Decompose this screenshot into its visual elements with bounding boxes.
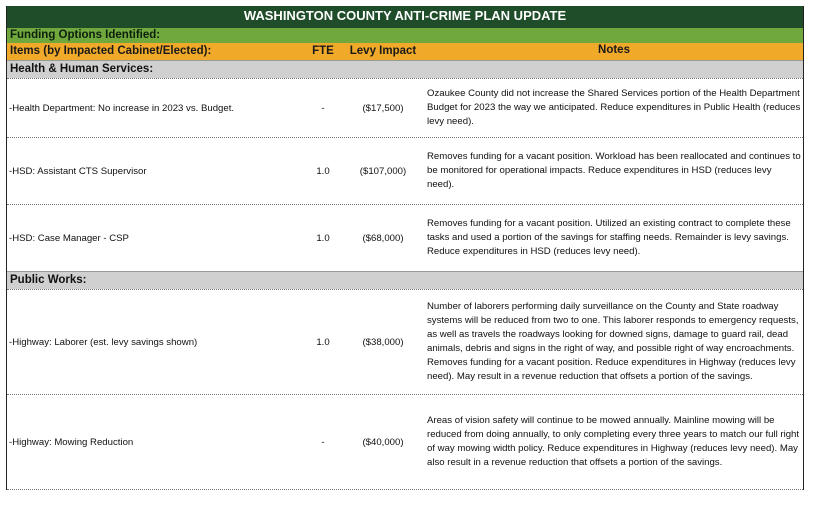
row-fte: 1.0 [316, 165, 330, 177]
row-notes: Number of laborers performing daily surveillance on the County and State roadway systems will be reduced from two to one. This laborer responds to emergency requests, as well as travels the roadways looking for downed signs, damage to guard rail, dead animals, debris and signs in the right of way, and possible right of way encroachments. Removes funding for a vacant position. Reduce expenditures in Highway (reduces levy need). May result in a revenue reduction that offsets a portion of the savings. [427, 301, 799, 382]
row-notes: Removes funding for a vacant position. Utilized an existing contract to complete these tasks and used a portion of the savings for staffing needs. Remainder is levy savings. Reduce expenditures in HSD (reduces levy need). [427, 218, 791, 257]
row-fte: - [321, 102, 325, 114]
column-header-levy-impact: Levy Impact [349, 45, 417, 57]
row-item: -HSD: Assistant CTS Supervisor [9, 165, 147, 177]
anti-crime-plan-table [6, 6, 804, 490]
row-fte: 1.0 [316, 232, 330, 244]
column-header-items: Items (by Impacted Cabinet/Elected): [10, 45, 212, 57]
table-row [7, 289, 803, 394]
table-row [7, 78, 803, 137]
row-levy-impact: ($107,000) [359, 165, 407, 177]
column-header-notes: Notes [598, 44, 630, 56]
row-levy-impact: ($40,000) [362, 436, 404, 448]
row-fte: - [321, 436, 325, 448]
table-bottom-border [7, 489, 803, 490]
section-header-public-works: Public Works: [7, 271, 803, 289]
row-fte: 1.0 [316, 336, 330, 348]
row-levy-impact: ($38,000) [362, 336, 404, 348]
row-levy-impact: ($17,500) [362, 102, 404, 114]
table-row [7, 394, 803, 489]
row-item: -Highway: Mowing Reduction [9, 436, 134, 448]
column-header-row [7, 43, 803, 60]
table-row [7, 137, 803, 204]
row-item: -Highway: Laborer (est. levy savings shown) [9, 336, 198, 348]
row-notes: Removes funding for a vacant position. Workload has been reallocated and continues to be monitored for operational impacts. Reduce expenditures in HSD (reduces levy need). [427, 151, 801, 190]
section-header-health-human-services: Health & Human Services: [7, 60, 803, 78]
row-item: -HSD: Case Manager - CSP [9, 232, 129, 244]
table-title: WASHINGTON COUNTY ANTI-CRIME PLAN UPDATE [7, 6, 803, 26]
row-notes: Areas of vision safety will continue to be mowed annually. Mainline mowing will be reduced from doing annually, to only completing every three years to match our full right of way mowing width policy. Reduce expenditures in Highway (reduces levy need). May also result in a revenue reduction that offsets a portion of the savings. [427, 415, 800, 468]
table-row [7, 204, 803, 271]
column-header-fte: FTE [312, 45, 334, 57]
row-item: -Health Department: No increase in 2023 vs. Budget. [9, 102, 235, 114]
row-levy-impact: ($68,000) [362, 232, 404, 244]
funding-options-label: Funding Options Identified: [7, 26, 803, 43]
row-notes: Ozaukee County did not increase the Shared Services portion of the Health Department Budget for 2023 the way we anticipated. Reduce expenditures in Public Health (reduces levy need). [427, 88, 801, 127]
